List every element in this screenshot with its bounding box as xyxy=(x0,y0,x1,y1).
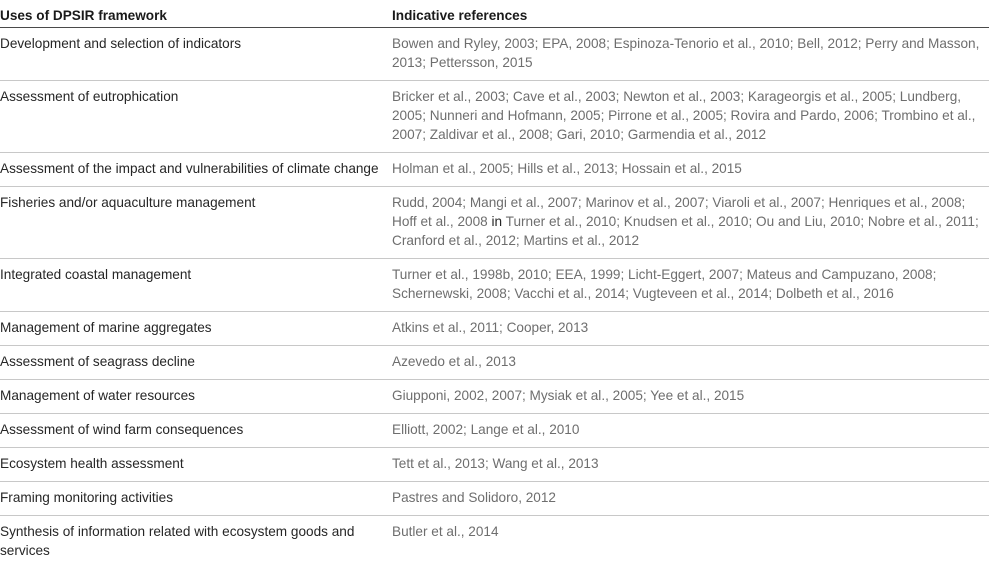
use-cell: Management of marine aggregates xyxy=(0,312,392,346)
use-cell: Assessment of wind farm consequences xyxy=(0,414,392,448)
reference-cell xyxy=(392,187,989,259)
table-row xyxy=(0,259,989,312)
table-row xyxy=(0,153,989,187)
use-cell: Development and selection of indicators xyxy=(0,28,392,81)
use-cell: Fisheries and/or aquaculture management xyxy=(0,187,392,259)
reference-connector: in xyxy=(491,214,503,229)
reference-cell: Holman et al., 2005; Hills et al., 2013; Hossain et al., 2015 xyxy=(392,153,989,187)
use-cell: Synthesis of information related with ecosystem goods and services xyxy=(0,524,355,558)
use-cell: Assessment of seagrass decline xyxy=(0,346,392,380)
use-cell: Integrated coastal management xyxy=(0,259,392,312)
reference-cell: Bricker et al., 2003; Cave et al., 2003; Newton et al., 2003; Karageorgis et al., 2005; Lundberg, 2005; Nunneri and Hofmann, 2005; Pirrone et al., 2005; Rovira and Pardo, 2006; Trombino et al., 2007; Zaldivar et al., 2008; Gari, 2010; Garmendia et al., 2012 xyxy=(392,81,989,153)
use-cell: Assessment of eutrophication xyxy=(0,81,392,153)
table-row xyxy=(0,448,989,482)
reference-cell: Pastres and Solidoro, 2012 xyxy=(392,482,989,516)
table-row xyxy=(0,187,989,259)
header-references: Indicative references xyxy=(392,0,989,28)
table-row xyxy=(0,516,989,569)
table-row xyxy=(0,482,989,516)
reference-cell: Tett et al., 2013; Wang et al., 2013 xyxy=(392,448,989,482)
table-row xyxy=(0,346,989,380)
use-cell: Framing monitoring activities xyxy=(0,482,392,516)
reference-cell: Atkins et al., 2011; Cooper, 2013 xyxy=(392,312,989,346)
table-row xyxy=(0,380,989,414)
reference-text: Rudd, 2004; Mangi et al., 2007; Marinov et al., 2007; Viaroli et al., 2007; Henriques et al., 2008; Hoff et al., 2008 xyxy=(392,195,966,229)
reference-cell: Turner et al., 1998b, 2010; EEA, 1999; Licht-Eggert, 2007; Mateus and Campuzano, 2008; Schernewski, 2008; Vacchi et al., 2014; Vugteveen et al., 2014; Dolbeth et al., 2016 xyxy=(392,259,989,312)
table-row xyxy=(0,81,989,153)
use-cell: Management of water resources xyxy=(0,380,392,414)
reference-cell: Giupponi, 2002, 2007; Mysiak et al., 2005; Yee et al., 2015 xyxy=(392,380,989,414)
reference-cell: Butler et al., 2014 xyxy=(392,524,499,539)
header-row xyxy=(0,0,989,28)
use-cell: Ecosystem health assessment xyxy=(0,448,392,482)
reference-cell: Elliott, 2002; Lange et al., 2010 xyxy=(392,414,989,448)
table-row xyxy=(0,414,989,448)
table-row xyxy=(0,312,989,346)
reference-text: Turner et al., 2010; Knudsen et al., 2010; Ou and Liu, 2010; Nobre et al., 2011; Cranford et al., 2012; Martins et al., 2012 xyxy=(392,214,979,248)
reference-cell: Bowen and Ryley, 2003; EPA, 2008; Espinoza-Tenorio et al., 2010; Bell, 2012; Perry and Masson, 2013; Pettersson, 2015 xyxy=(392,28,989,81)
reference-cell: Azevedo et al., 2013 xyxy=(392,346,989,380)
table-row xyxy=(0,28,989,81)
header-uses: Uses of DPSIR framework xyxy=(0,0,392,28)
use-cell: Assessment of the impact and vulnerabilities of climate change xyxy=(0,153,392,187)
